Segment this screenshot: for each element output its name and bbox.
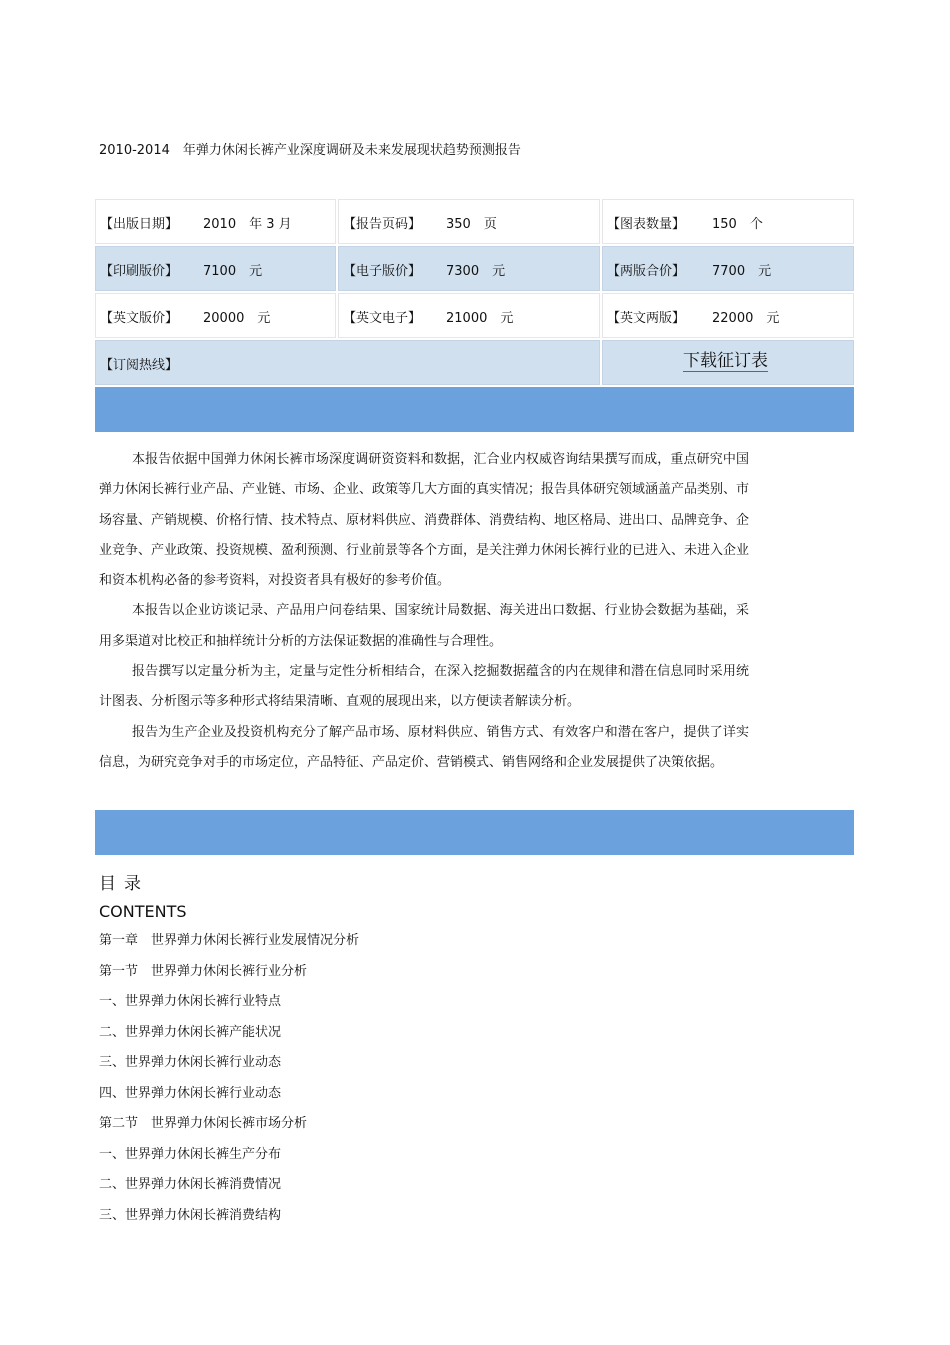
download-cell	[602, 340, 854, 385]
toc-item: 一、世界弹力休闲长裤行业特点	[99, 994, 282, 1009]
charts-label: 【图表数量】	[607, 217, 686, 232]
e-price-cell	[338, 246, 600, 291]
toc-heading: 目录	[99, 874, 149, 894]
charts-value: 150 个	[712, 217, 763, 232]
publish-date-cell	[95, 199, 336, 244]
toc-item: 三、世界弹力休闲长裤消费结构	[99, 1207, 282, 1223]
en-both-value: 22000 元	[712, 311, 780, 326]
report-description	[99, 445, 749, 778]
hotline-cell	[95, 340, 600, 385]
en-print-value: 20000 元	[203, 311, 271, 326]
hotline-label: 【订阅热线】	[100, 358, 179, 373]
toc-item: 第一节 世界弹力休闲长裤行业分析	[99, 963, 308, 979]
section-divider-band	[95, 387, 854, 432]
pages-label: 【报告页码】	[343, 217, 422, 232]
en-e-value: 21000 元	[446, 311, 514, 326]
info-row-4	[95, 340, 854, 385]
description-paragraph-2: 本报告以企业访谈记录、产品用户问卷结果、国家统计局数据、海关进出口数据、行业协会数据为基础，采用多渠道对比校正和抽样统计分析的方法保证数据的准确性与合理性。	[99, 603, 749, 649]
info-row-2	[95, 246, 854, 291]
info-row-1	[95, 199, 854, 244]
print-price-value: 7100 元	[203, 264, 263, 279]
report-info-table	[95, 199, 854, 387]
toc-item: 四、世界弹力休闲长裤行业动态	[99, 1085, 282, 1101]
en-print-cell	[95, 293, 336, 338]
toc-item: 一、世界弹力休闲长裤生产分布	[99, 1146, 282, 1162]
both-price-value: 7700 元	[712, 264, 772, 279]
toc-heading-english: CONTENTS	[99, 902, 187, 921]
publish-date-value: 2010 年 3 月	[203, 217, 292, 232]
en-both-label: 【英文两版】	[607, 311, 686, 326]
toc-item: 二、世界弹力休闲长裤消费情况	[99, 1177, 282, 1192]
table-of-contents	[99, 926, 359, 1231]
publish-date-label: 【出版日期】	[100, 217, 179, 232]
download-order-form-link[interactable]: 下载征订表	[683, 351, 768, 371]
en-e-label: 【英文电子】	[343, 311, 422, 326]
description-paragraph-3: 报告撰写以定量分析为主，定量与定性分析相结合，在深入挖掘数据蕴含的内在规律和潜在信息同时采用统计图表、分析图示等多种形式将结果清晰、直观的展现出来，以方便读者解读分析。	[99, 664, 749, 710]
section-divider-band	[95, 810, 854, 855]
en-e-cell	[338, 293, 600, 338]
e-price-label: 【电子版价】	[343, 264, 422, 279]
both-price-label: 【两版合价】	[607, 264, 686, 279]
description-paragraph-1: 本报告依据中国弹力休闲长裤市场深度调研资资料和数据，汇合业内权威咨询结果撰写而成，重点研究中国弹力休闲长裤行业产品、产业链、市场、企业、政策等几大方面的真实情况；报告具体研究领域涵盖产品类别、市场容量、产销规模、价格行情、技术特点、原材料供应、消费群体、消费结构、地区格局、进出口、品牌竞争、企业竞争、产业政策、投资规模、盈利预测、行业前景等各个方面，是关注弹力休闲长裤行业的已进入、未进入企业和资本机构必备的参考资料，对投资者具有极好的参考价值。	[99, 452, 750, 589]
both-price-cell	[602, 246, 854, 291]
charts-cell	[602, 199, 854, 244]
info-row-3	[95, 293, 854, 338]
description-paragraph-4: 报告为生产企业及投资机构充分了解产品市场、原材料供应、销售方式、有效客户和潜在客户，提供了详实信息，为研究竞争对手的市场定位，产品特征、产品定价、营销模式、销售网络和企业发展提供了决策依据。	[99, 724, 749, 770]
print-price-cell	[95, 246, 336, 291]
pages-cell	[338, 199, 600, 244]
report-title: 2010-2014 年弹力休闲长裤产业深度调研及未来发展现状趋势预测报告	[99, 143, 521, 158]
toc-item: 二、世界弹力休闲长裤产能状况	[99, 1024, 282, 1040]
en-print-label: 【英文版价】	[100, 311, 179, 326]
toc-item: 第一章 世界弹力休闲长裤行业发展情况分析	[99, 933, 360, 948]
toc-item: 第二节 世界弹力休闲长裤市场分析	[99, 1116, 308, 1131]
pages-value: 350 页	[446, 217, 497, 232]
toc-item: 三、世界弹力休闲长裤行业动态	[99, 1055, 282, 1070]
print-price-label: 【印刷版价】	[100, 264, 179, 279]
en-both-cell	[602, 293, 854, 338]
e-price-value: 7300 元	[446, 264, 506, 279]
